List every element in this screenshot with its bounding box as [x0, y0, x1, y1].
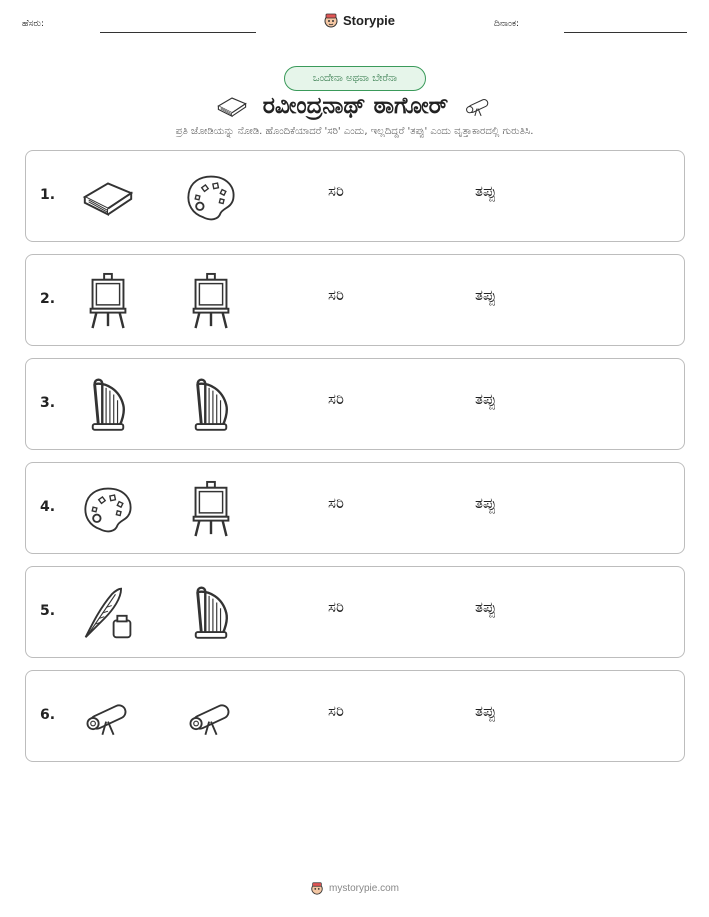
left-picture [78, 167, 138, 227]
true-option[interactable]: ಸರಿ [328, 390, 344, 408]
question-row [25, 462, 685, 554]
scroll-icon [462, 93, 494, 119]
true-option[interactable]: ಸರಿ [328, 182, 344, 200]
page-title: ರವೀಂದ್ರನಾಥ್ ಠಾಗೋರ್ [262, 93, 449, 119]
false-option[interactable]: ತಪ್ಪು [475, 390, 497, 408]
harp-icon [190, 584, 232, 642]
question-row [25, 254, 685, 346]
footer [0, 878, 709, 898]
question-number: 1. [40, 187, 56, 203]
left-picture [78, 271, 138, 331]
true-option[interactable]: ಸರಿ [328, 598, 344, 616]
false-option[interactable]: ತಪ್ಪು [475, 494, 497, 512]
right-picture [181, 583, 241, 643]
scroll-icon [80, 693, 136, 741]
true-option[interactable]: ಸರಿ [328, 494, 344, 512]
book-icon [215, 93, 249, 119]
harp-icon [190, 376, 232, 434]
brand-name: Storypie [343, 12, 396, 28]
true-option[interactable]: ಸರಿ [328, 286, 344, 304]
question-row [25, 670, 685, 762]
question-number: 6. [40, 707, 56, 723]
left-picture [78, 479, 138, 539]
activity-badge: ಒಂದೇನಾ ಅಥವಾ ಬೇರೆನಾ [284, 66, 426, 91]
question-row [25, 566, 685, 658]
question-number: 5. [40, 603, 56, 619]
right-picture [181, 167, 241, 227]
false-option[interactable]: ತಪ್ಪು [475, 182, 497, 200]
name-line [100, 32, 256, 33]
easel-icon [189, 480, 233, 538]
question-number: 4. [40, 499, 56, 515]
palette-icon [183, 171, 239, 223]
worksheet-header [0, 0, 709, 50]
right-picture [181, 375, 241, 435]
left-picture [78, 375, 138, 435]
scroll-icon [183, 693, 239, 741]
left-picture [78, 583, 138, 643]
question-number: 2. [40, 291, 56, 307]
right-picture [181, 479, 241, 539]
instructions: ಪ್ರತಿ ಜೋಡಿಯನ್ನು ನೋಡಿ. ಹೊಂದಿಕೆಯಾದರೆ 'ಸರಿ' ಎಂದು, ಇಲ್ಲದಿದ್ದರೆ 'ತಪ್ಪು' ಎಂದು ವೃತ್ತಾಕಾರದಲ್ಲಿ ಗುರುತಿಸಿ. [175, 126, 534, 137]
storypie-mascot-icon [310, 881, 324, 895]
date-label: ದಿನಾಂಕ: [494, 19, 520, 29]
question-number: 3. [40, 395, 56, 411]
storypie-mascot-icon [323, 12, 339, 28]
false-option[interactable]: ತಪ್ಪು [475, 702, 497, 720]
easel-icon [86, 272, 130, 330]
easel-icon [189, 272, 233, 330]
false-option[interactable]: ತಪ್ಪು [475, 598, 497, 616]
harp-icon [87, 376, 129, 434]
right-picture [181, 687, 241, 747]
quill-ink-icon [80, 584, 136, 642]
brand-logo [323, 12, 395, 28]
question-row [25, 358, 685, 450]
palette-icon [80, 483, 136, 535]
date-line [564, 32, 687, 33]
question-row [25, 150, 685, 242]
footer-site[interactable]: mystorypie.com [328, 882, 399, 894]
title-row [0, 88, 709, 124]
right-picture [181, 271, 241, 331]
left-picture [78, 687, 138, 747]
false-option[interactable]: ತಪ್ಪು [475, 286, 497, 304]
name-label: ಹೆಸರು: [22, 19, 45, 29]
book-icon [79, 174, 137, 220]
true-option[interactable]: ಸರಿ [328, 702, 344, 720]
